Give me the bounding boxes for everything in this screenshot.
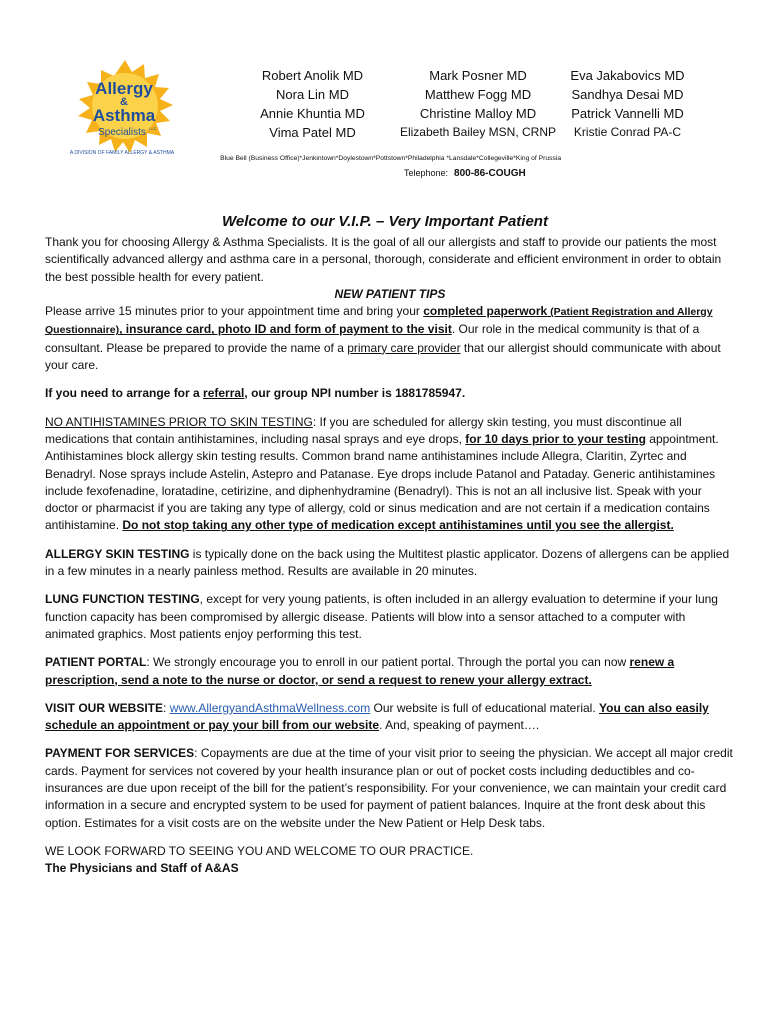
closing-signature: The Physicians and Staff of A&AS — [45, 861, 239, 876]
doctors-column-2 — [398, 66, 558, 142]
logo-line1: Allergy — [95, 79, 153, 98]
antihistamines-text: appointment. Antihistamines block allergy skin testing results. Common brand name antihistamines include Allegra, Claritin, Zyrtec and Benadryl. Nose sprays include Astelin, Astepro and Patanase. Eye drops include Patanol and Pataday. Generic antihistamines include fexofenadine, loratadine, cetirizine, and diphenhydramine (Benadryl). This is not an all inclusive list. Speak with your doctor or pharmacist if you are taking any type of allergy, cold or sinus medication and are not certain if a medication contains antihistamine. — [45, 431, 719, 533]
allergy-asthma-logo — [60, 58, 190, 158]
antihistamines-heading: NO ANTIHISTAMINES PRIOR TO SKIN TESTING — [45, 414, 313, 429]
logo-amp: & — [120, 96, 128, 108]
antihistamines-text: : If you are scheduled for allergy skin testing, you must discontinue all medications that contain antihistamines, including nasal sprays and eye drops, — [45, 414, 682, 446]
website-heading: VISIT OUR WEBSITE — [45, 700, 164, 715]
website-emphasis: You can also easily schedule an appointment or pay your bill from our website — [45, 700, 709, 733]
page-title: Welcome to our V.I.P. – Very Important Patient — [222, 213, 548, 230]
tips-paragraph — [45, 303, 735, 374]
intro-paragraph: Thank you for choosing Allergy & Asthma Specialists. It is the goal of all our allergists and staff to provide our patients the most scientifically advanced allergy and asthma care in a personal, thorough, considerate and efficient environment in order to obtain the best possible health for every patient. — [45, 235, 722, 284]
tips-heading: NEW PATIENT TIPS — [334, 286, 446, 301]
patient-portal-paragraph — [45, 654, 735, 689]
skin-testing-paragraph — [45, 546, 735, 581]
referral-text: , our group NPI number is 1881785947. — [244, 386, 466, 401]
paperwork-text: completed paperwork — [423, 304, 548, 319]
doctors-column-1 — [250, 66, 375, 142]
lung-function-paragraph — [45, 591, 735, 643]
doctor-name: Matthew Fogg MD — [424, 87, 532, 102]
paperwork-detail: (Patient Registration and Allergy Questionnaire) — [45, 306, 713, 337]
logo-tagline: A DIVISION OF FAMILY ALLERGY & ASTHMA — [69, 150, 175, 156]
doctor-name: Kristie Conrad PA-C — [573, 125, 682, 139]
doctor-name: Sandhya Desai MD — [571, 87, 684, 102]
telephone — [404, 168, 526, 179]
lung-function-text: , except for very young patients, is often included in an allergy evaluation to determine if your lung function capacity has been compromised by allergic disease. Patients will blow into a sensor attached to a computer with animated graphics. Most patients enjoy performing this test. — [45, 592, 718, 641]
doctor-name: Nora Lin MD — [276, 87, 349, 102]
doctor-name: Patrick Vannelli MD — [571, 106, 684, 121]
lung-function-heading: LUNG FUNCTION TESTING — [45, 592, 200, 607]
website-link[interactable]: www.AllergyandAsthmaWellness.com — [169, 700, 371, 715]
telephone-label: Telephone: — [404, 168, 449, 178]
required-items: , insurance card, photo ID and form of payment to the visit — [119, 322, 452, 337]
antihistamines-paragraph — [45, 414, 735, 535]
pcp-text: primary care provider — [347, 340, 461, 355]
doctor-name: Mark Posner MD — [429, 68, 527, 83]
letter-body — [45, 234, 735, 878]
antihistamines-emphasis: for 10 days prior to your testing — [465, 431, 646, 446]
logo-line3: Specialists — [98, 127, 146, 138]
payment-paragraph — [45, 745, 735, 831]
skin-testing-text: is typically done on the back using the Multitest plastic applicator. Dozens of allergens can be applied in a few minutes in a nearly painless method. Results are available in 20 minutes. — [45, 546, 730, 579]
payment-heading: PAYMENT FOR SERVICES — [45, 746, 195, 761]
patient-portal-heading: PATIENT PORTAL — [45, 655, 147, 670]
doctors-column-3 — [565, 66, 690, 142]
tips-text: Please arrive 15 minutes prior to your appointment time and bring your — [45, 304, 424, 319]
doctor-name: Annie Khuntia MD — [260, 106, 365, 121]
closing-line: WE LOOK FORWARD TO SEEING YOU AND WELCOME TO OUR PRACTICE. — [45, 843, 474, 858]
doctor-name: Eva Jakabovics MD — [570, 68, 685, 83]
website-text: : — [163, 700, 170, 715]
logo-line2: Asthma — [92, 106, 156, 125]
office-locations: Blue Bell (Business Office)*Jenkintown*Doylestown*Pottstown*Philadelphia *Lansdale*Collegeville*King of Prussia — [220, 154, 562, 162]
telephone-number: 800-86-COUGH — [454, 168, 526, 179]
patient-portal-text: : We strongly encourage you to enroll in our patient portal. Through the portal you can now — [146, 655, 630, 670]
referral-text: If you need to arrange for a — [45, 386, 204, 401]
skin-testing-heading: ALLERGY SKIN TESTING — [45, 546, 190, 561]
tips-text: . Our role in the medical community is that of a consultant. Please be prepared to provide the name of a — [45, 322, 700, 355]
patient-portal-emphasis: renew a prescription, send a note to the nurse or doctor, or send a request to renew your allergy extract. — [45, 655, 675, 687]
doctor-name: Vima Patel MD — [269, 125, 356, 140]
payment-text: : Copayments are due at the time of your visit prior to seeing the physician. We accept all major credit cards. Payment for services not covered by your health insurance plan or out of pocket costs including deductibles and co-insurances are due upon receipt of the bill for the patient’s responsibility. For your convenience, we can maintain your credit card information in a secure and encrypted system to be used for payment of patient balances. Inquire at the front desk about this option. Estimates for a visit costs are on the website under the New Patient or Help Desk tabs. — [45, 746, 733, 830]
antihistamines-warning: Do not stop taking any other type of medication except antihistamines until you see the allergist. — [122, 518, 674, 533]
referral-word: referral — [203, 386, 245, 401]
doctor-name: Robert Anolik MD — [261, 68, 364, 83]
tips-text: that our allergist should communicate with about your care. — [45, 340, 721, 373]
website-text: . And, speaking of payment…. — [379, 718, 540, 733]
doctor-name: Christine Malloy MD — [419, 106, 537, 121]
referral-paragraph — [45, 385, 735, 402]
website-paragraph — [45, 700, 735, 735]
logo-tm: LLC — [149, 126, 157, 131]
doctor-name: Elizabeth Bailey MSN, CRNP — [399, 125, 557, 139]
website-text: Our website is full of educational material. — [370, 700, 599, 715]
